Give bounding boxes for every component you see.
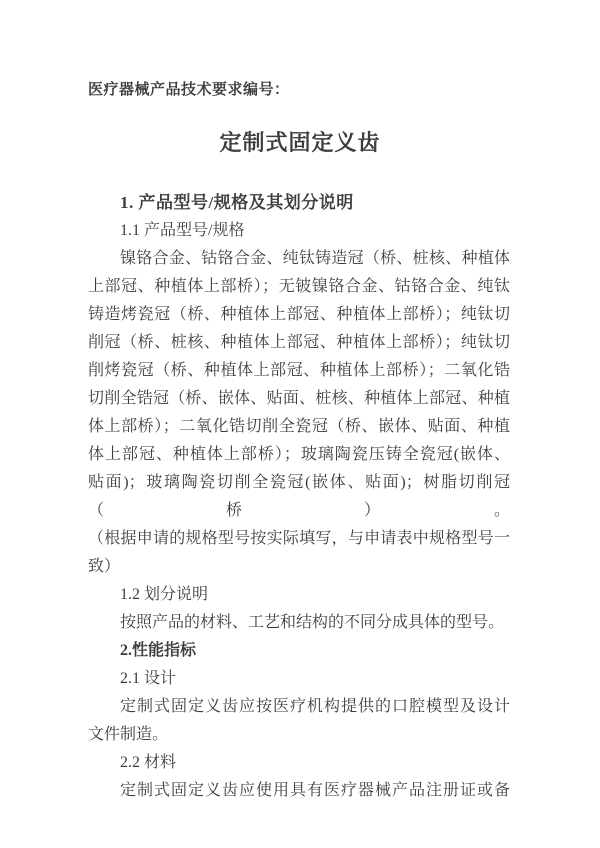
note-line: 致） xyxy=(88,558,121,575)
doc-title: 定制式固定义齿 xyxy=(219,130,381,155)
note-line: （根据申请的规格型号按实际填写，与申请表中规格型号一 xyxy=(88,530,510,547)
spec-line: 削烤瓷冠（桥、种植体上部冠、种植体上部桥）；二氧化锆 xyxy=(88,362,510,379)
spec-line: 削冠（桥、桩核、种植体上部冠、种植体上部桥）；纯钛切 xyxy=(88,334,510,351)
paragraph-line: 定制式固定义齿应按医疗机构提供的口腔模型及设计 xyxy=(120,698,510,715)
section-1-heading: 1. 产品型号/规格及其划分说明 xyxy=(120,193,354,212)
section-2-heading: 2.性能指标 xyxy=(120,642,197,659)
section-1-1-heading: 1.1 产品型号/规格 xyxy=(120,222,245,239)
doc-number-label: 医疗器械产品技术要求编号： xyxy=(88,82,290,98)
section-2-1-heading: 2.1 设计 xyxy=(120,670,177,687)
spec-line: 贴面)；玻璃陶瓷切削全瓷冠(嵌体、贴面)；树脂切削冠（桥）。 xyxy=(88,474,510,519)
spec-line: 切削全锆冠（桥、嵌体、贴面、桩核、种植体上部冠、种植 xyxy=(88,390,510,407)
section-1-2-heading: 1.2 划分说明 xyxy=(120,586,209,603)
spec-line: 体上部桥）；二氧化锆切削全瓷冠（桥、嵌体、贴面、种植 xyxy=(88,418,510,435)
paragraph-line: 文件制造。 xyxy=(88,726,169,743)
document-body xyxy=(88,189,510,805)
section-2-2-heading: 2.2 材料 xyxy=(120,754,177,771)
spec-line: 上部冠、种植体上部桥）；无铍镍铬合金、钴铬合金、纯钛 xyxy=(88,278,510,295)
spec-line: 镍铬合金、钴铬合金、纯钛铸造冠（桥、桩核、种植体 xyxy=(120,250,510,267)
section-1-2-body: 按照产品的材料、工艺和结构的不同分成具体的型号。 xyxy=(120,614,505,631)
spec-line: 铸造烤瓷冠（桥、种植体上部冠、种植体上部桥）；纯钛切 xyxy=(88,306,510,323)
paragraph-line: 定制式固定义齿应使用具有医疗器械产品注册证或备 xyxy=(120,782,510,799)
spec-line: 体上部冠、种植体上部桥）；玻璃陶瓷压铸全瓷冠(嵌体、 xyxy=(88,446,510,463)
